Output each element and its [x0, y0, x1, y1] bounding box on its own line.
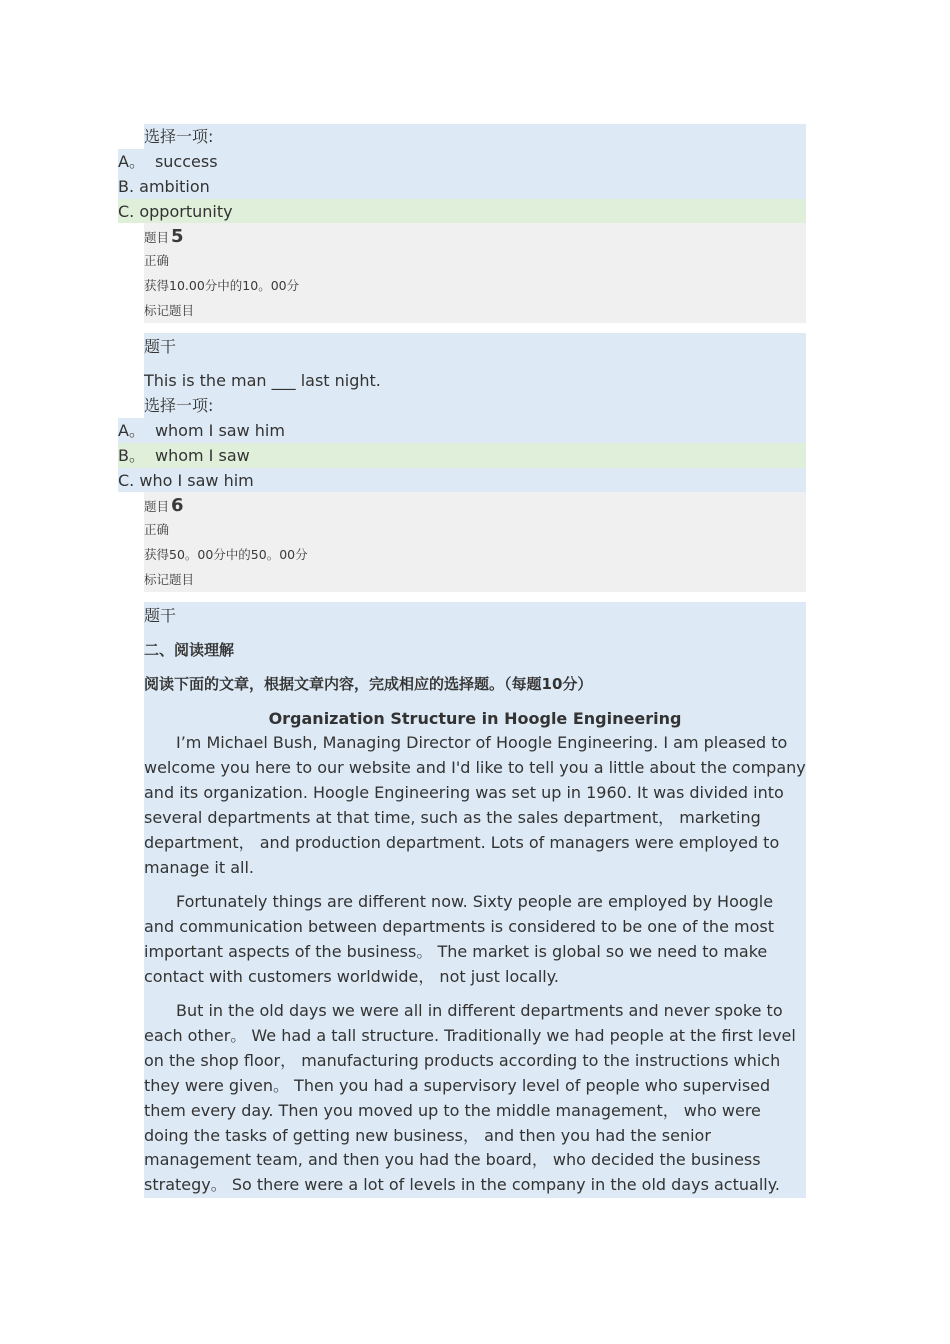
reading-instruction: 阅读下面的文章，根据文章内容，完成相应的选择题。（每题10分）	[144, 675, 593, 693]
article-paragraph-3: But in the old days we were all in different departments and never spoke to each other。 We had a tall structure. Traditionally we had people at the first level on the shop floor， manufacturing products according to the instructions which they were given。 Then you had a supervisory level of people who supervised them every day. Then you moved up to the middle management， who were doing the tasks of getting new business， and then you had the senior management team, and then you had the board， who decided the business strategy。 So there were a lot of levels in the company in the old days actually.	[144, 1001, 796, 1195]
q5-status: 正确	[144, 253, 170, 268]
q4-prompt-row	[144, 124, 806, 149]
section-heading: 二、阅读理解	[144, 641, 235, 659]
q6-number: 题目 6	[144, 495, 184, 516]
q4-option-a[interactable]	[118, 149, 806, 174]
q6-status: 正确	[144, 522, 170, 537]
article-paragraph-1: I’m Michael Bush, Managing Director of Hoogle Engineering. I am pleased to welcome you here to our website and I'd like to tell you a little about the company and its organization. Hoogle Engineering was set up in 1960. It was divided into several departments at that time, such as the sales department， marketing department， and production department. Lots of managers were employed to manage it all.	[144, 733, 806, 877]
q4-option-b[interactable]	[118, 174, 806, 199]
q6-info-panel	[144, 492, 806, 592]
q5-question-text: This is the man ___ last night.	[144, 371, 381, 390]
article-title: Organization Structure in Hoogle Engineering	[268, 709, 682, 728]
q5-info-panel	[144, 223, 806, 323]
article-paragraph-2: Fortunately things are different now. Sixty people are employed by Hoogle and communication between departments is considered to be one of the most important aspects of the business。 The market is global so we need to make contact with customers worldwide， not just locally.	[144, 892, 774, 986]
q6-score: 获得50。00分中的50。00分	[144, 547, 308, 562]
q4-prompt: 选择一项:	[144, 127, 214, 146]
q5-stem-label: 题干	[144, 337, 177, 356]
q5-option-c-label: C. who I saw him	[118, 471, 254, 490]
q4-option-c-label: C. opportunity	[118, 202, 233, 221]
q6-stem-label: 题干	[144, 606, 177, 625]
q6-flag-question[interactable]: 标记题目	[144, 572, 195, 587]
q4-option-a-label: A。 success	[118, 152, 218, 171]
q5-option-a-label: A。 whom I saw him	[118, 421, 285, 440]
q4-option-b-label: B. ambition	[118, 177, 210, 196]
q5-flag-question[interactable]: 标记题目	[144, 303, 195, 318]
q5-score: 获得10.00分中的10。00分	[144, 278, 300, 293]
q5-number: 题目 5	[144, 226, 184, 247]
q5-option-b-label: B。 whom I saw	[118, 446, 250, 465]
q5-prompt: 选择一项:	[144, 396, 214, 415]
